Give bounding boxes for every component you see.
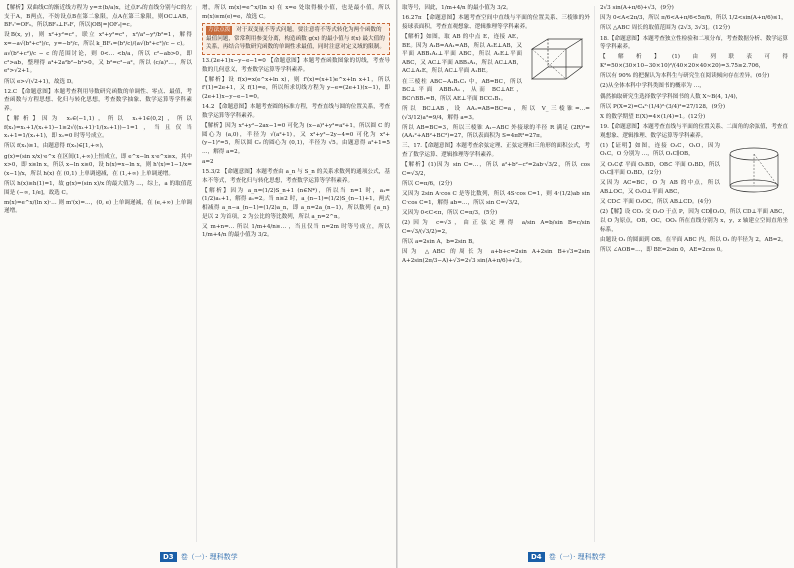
right-page-column-1	[402, 4, 590, 544]
paragraph: 所以有 90% 的把握认为本科生与研究生在阅读倾向存在差异。(6分)	[600, 73, 770, 80]
paragraph: a=2	[202, 158, 214, 165]
paragraph: g(x)=(sin x/x)·e^x 在区间(1,+∞)上恒成立，即 e^x−ln x·e^x≥x，其中 x>0，即 x≥ln x，所以 x−ln x≥0，设 h(x)=x−ln x，则 h'(x)=1−1/x=(x−1)/x，所以 h(x) 在 (0,1) 上单调递减，在 (1,+∞) 上单调递增。	[4, 153, 192, 177]
paragraph: 所以 a=2sin A，b=2sin B。	[402, 238, 478, 245]
paragraph: 所以 h(x)≥h(1)=1，故 g(x)=(sin x)/x 的最大值为 …，综上，a 的取值范围是 (−∞, 1/e]，故选 C。	[4, 181, 192, 196]
paragraph: a√(b²+c²)/c − c 的范围讨论，则 0<… <b/a，所以 c²−ab>0，即 c²>ab，整理得 a⁴+2a²b²−b⁴>0，又 b²=c²−a²，所以 (c/a)²…，所以 e²>√2+1。	[4, 51, 192, 75]
footer-label: 卷（一）· 理科数学	[548, 553, 606, 561]
paragraph: 所以 △ABC 周长的取值范围为 (2√3, 3√3]。(12分)	[600, 25, 731, 32]
paragraph: 【解析】因为 x₁∈(−1,1)，所以 x₁+1∈(0,2]，所以 f(x₁)=x₁+1/(x₁+1)−1≥2√((x₁+1)·1/(x₁+1))−1=1，当且仅当 x₁+1=1/(x₁+1)，即 x₁=0 时等号成立。	[4, 116, 192, 140]
paragraph: 【解析】设 f(x)=x(e^x+ln x)，则 f'(x)=(x+1)e^x+ln x+1，所以 f'(1)=2e+1，又 f(1)=e，所以所求切线方程为 y−e=(2e+1)(x−1)，即 (2e+1)x−y−e−1=0。	[202, 76, 390, 100]
paragraph: 偶然抽取研究生选择数学学科图书的人数 X~B(4, 1/4)，	[600, 93, 742, 100]
paragraph: 因为 △ABC 的周长为 a+b+c=2sin A+2sin B+√3=2sin A+2sin(2π/3−A)+√3=2√3 sin(A+π/6)+√3。	[402, 249, 590, 264]
paragraph: 又因为 AC=BC，O 为 AB 的中点，所以 AB⊥OC，又 O₁O⊥平面 ABC，	[600, 180, 720, 195]
left-page-footer	[160, 550, 238, 564]
paragraph: (2)从全体本科中学科类图书的概率为 …，	[600, 83, 705, 90]
question-13-answer: 13.(2e+1)x−y−e−1=0 【命题意图】本题考查函数图象的切线，考查导数的几何意义，考查数学运算等学科素养。	[202, 57, 390, 73]
paragraph: (1)【证明】如图，连接 O₁C，O₁O，因为 O₁C，O 分别为 …，所以 O₁C∥OB，	[600, 142, 720, 158]
paragraph: 2√3 sin(A+π/6)+√3，(9分)	[600, 5, 674, 11]
question-18-intent: 18.【命题意图】本题考查独立性检验和二项分布，考查数据分析、数学运算等学科素养。	[600, 35, 788, 51]
paragraph: 又因为 2sin A·cos C 是等比数列，所以 4S·cos C=1，则 4·(1/2)ab sin C·cos C=1，解得 ab=…，所以 sin C=√3/2，	[402, 191, 590, 206]
method-tip-callout	[202, 23, 390, 55]
paragraph: 由题设 O₁ 的圆面到 OB，在平面 ABC 内，所以 O₁ 的半径为 2，AB=2。	[600, 236, 787, 243]
right-page-column-2	[600, 4, 788, 544]
paragraph: 又 CD⊂ 平面 O₁OC，所以 AB⊥CD。(4分)	[600, 199, 712, 206]
paragraph: 【解析】如图，取 AB 的中点 E，连接 AE，BE。因为 A₁B=AA₁=AB，所以 A₁E⊥AB，又平面 ABB₁A₁⊥平面 ABC，所以 A₁E⊥平面 ABC，又 AC⊥平面 ABB₁A₁，所以 AC⊥AB，AC⊥A₁E，所以 AC⊥平面 A₁BE。	[402, 33, 522, 75]
paragraph: 所以 C=π/6，(2分)	[402, 181, 453, 188]
prism-figure	[526, 35, 590, 87]
paragraph: 所以 f(x₁)≥1，由题意得 f(x₂)∈[1,+∞)，	[4, 143, 108, 150]
right-page-footer	[528, 550, 606, 564]
question-14-answer: 14.2 【命题意图】本题考查圆的标准方程，考查直线与圆的位置关系，考查数学运算等学科素养。	[202, 104, 390, 119]
page-number: D4	[528, 552, 545, 562]
footer-label: 卷（一）· 理科数学	[180, 553, 238, 561]
cylinder-figure	[724, 144, 788, 196]
question-19-intent: 19.【命题意图】本题考查直线与平面的位置关系、二面角的余弦值，考查直观想象、逻辑推理、数学运算等学科素养。	[600, 124, 788, 139]
column-divider	[594, 6, 595, 542]
left-page-column-2	[202, 4, 390, 544]
method-tip-text: 对于双变量不等式问题，要注意将不等式转化为两个函数的最值问题，常常利用参变分离，构造函数 g(x) 的最小值与 f(x) 最大值的关系，再结合导数研究函数的单调性求最值，同时注意对定义域的限制。	[206, 27, 386, 51]
question-16-answer: 16.27π 【命题意图】本题考查空间中直线与平面的位置关系、三棱锥的外接球表面积，考查直观想象、逻辑推理等学科素养。	[402, 15, 590, 30]
paragraph: 所以 AB=BC=3，所以三棱锥 A₁−ABC 外接球的半径 R 满足 (2R)²=(AA₁²+AB²+BC²)=27，所以表面积为 S=4πR²=27π。	[402, 124, 590, 140]
paragraph: 又 m+n=… 所以 1/m+4/n≥… ，当且仅当 n=2m 时等号成立，所以 1/m+4/n 的最小值为 3/2。	[202, 223, 390, 239]
left-page-column-1	[4, 4, 192, 544]
paragraph: 所以 ∠AOB=…，即 BE=2sin 0，AE=2cos 0。	[600, 246, 726, 253]
paragraph: 取等号，因此，1/m+4/n 的最小值为 3/2。	[402, 5, 512, 11]
paragraph: 所以 e>√(√2+1)，故选 D。	[4, 78, 77, 85]
question-17-intent: 三、17.【命题意图】本题考查余弦定理、正弦定理和三角形的面积公式，考查了数学运算、逻辑推理等学科素养。	[402, 143, 590, 159]
paragraph: 又 O₁C⊄ 平面 O₁BD，OB⊂ 平面 O₁BD，所以 O₁C∥平面 O₁BD，(2分)	[600, 161, 720, 177]
paragraph: 【解析】(1)由列联表可得 K²=50×(30×10−30×10)²/(40×20×40×20)=3.75≥2.706，	[600, 54, 788, 69]
paragraph: 又因为 0<C<π，所以 C=π/3，(5分)	[402, 210, 498, 216]
paragraph: X 的数学期望 E(X)=4×(1/4)=1。(12分)	[600, 113, 706, 120]
paragraph: 所以 P(X=2)=C₄²·(1/4)²·(3/4)²=27/128，(9分)	[600, 103, 726, 110]
paragraph: 【解析】双曲线C的渐近线方程为 y=±(b/a)x，过点F₂的直线分别与C的左支于A，B两点，不妨设点B在第二象限，点A在第三象限，则OC⊥AB，BF₁'=OF₁，所以BF₁⊥F₂F，所以|OB|=|OF₂|=c。	[4, 5, 192, 29]
column-divider	[196, 6, 197, 542]
paragraph: 设B(x, y)，则 x²+y²=c²，联立 x²+y²=c²，x²/a²−y²/b²=1，解得 x=−a√(b²+c²)/c，y=−b²/c，所以 k_BF₁=(b²/c)/(a√(b²+c²)/c − c)。	[4, 32, 192, 47]
right-page	[398, 0, 794, 568]
question-15-answer: 15.3/2 【命题意图】本题考查由 a_n 与 S_n 的关系求数列的通项公式，基本不等式，考查化归与转化思想，考查数学运算等学科素养。	[202, 169, 390, 184]
method-tip-tag: 方法点拨	[208, 27, 231, 34]
question-12-intent: 12.C 【命题意图】本题考查利用导数研究函数的单调性、零点、最值，考查函数与方程思想、化归与转化思想，考查数学抽象、数学运算等学科素养。	[4, 88, 192, 112]
paragraph: 在三棱柱 ABC−A₁B₁C₁ 中，AB=BC，所以 BC⊥平面 ABB₁A₁，从而 BC⊥AE，BC∩BB₁=B，所以 AE⊥平面 BCC₁B₁。	[402, 78, 522, 102]
paragraph: (2)【解】设 CO₁ 交 O₁O 于点 P，因为 CD∥O₁O，所以 CD⊥平面 ABC，以 O 为原点，OB，OC，OO₁ 所在直线分别为 x，y，z 轴建立空间直角坐标系，	[600, 209, 788, 233]
paragraph: 增，所以 m(x)=e^x/(ln x) 在 x=e 处取得极小值，也是最小值，所以 m(x)≥m(e)=e，故选 C。	[202, 5, 390, 20]
paragraph: 所以 BC⊥AB，设 AA₁=AB=BC=a，所以 V_三棱锥=…=(√3/12)a³=9/4，解得 a=3。	[402, 105, 590, 121]
paragraph: 【解析】因为 x²+y²−2ax−1=0 可化为 (x−a)²+y²=a²+1，所以圆 C 的圆心为 (a,0)，半径为 √(a²+1)，又 x²+y²−2y−4=0 可化为 x²+(y−1)²=5，所以圆 C₂ 的圆心为 (0,1)，半径为 √5。由题意得 a²+1=5 …，解得 a=2。	[202, 122, 390, 155]
page-number: D3	[160, 552, 177, 562]
paragraph: (2)因为 c=√3，由正弦定理得 a/sin A=b/sin B=c/sin C=√3/(√3/2)=2，	[402, 220, 590, 235]
paragraph: 【解析】因为 a_n=(1/2)S_n+1 (n∈N*)，所以当 n=1 时，a₁=(1/2)a₁+1，解得 a₁=2。当 n≥2 时，a_(n−1)=(1/2)S_(n−1)+1，两式相减得 a_n−a_(n−1)=(1/2)a_n，即 a_n=2a_(n−1)，所以数列 {a_n} 是以 2 为首项，2 为公比的等比数列，所以 a_n=2^n。	[202, 187, 390, 220]
paragraph: 因为 0<A<2π/3，所以 π/6<A+π/6<5π/6，所以 1/2<sin(A+π/6)≤1，	[600, 15, 787, 22]
paragraph: m(x)=e^x/(ln x)·… 则 m'(x)=…，(0, e) 上单调递减，在 (e,+∞) 上单调递增。	[4, 199, 192, 215]
left-page	[0, 0, 396, 568]
paragraph: 【解析】(1)因为 sin C=…，所以 a²+b²−c²=2ab·√3/2，所以 cos C=√3/2，	[402, 162, 590, 177]
